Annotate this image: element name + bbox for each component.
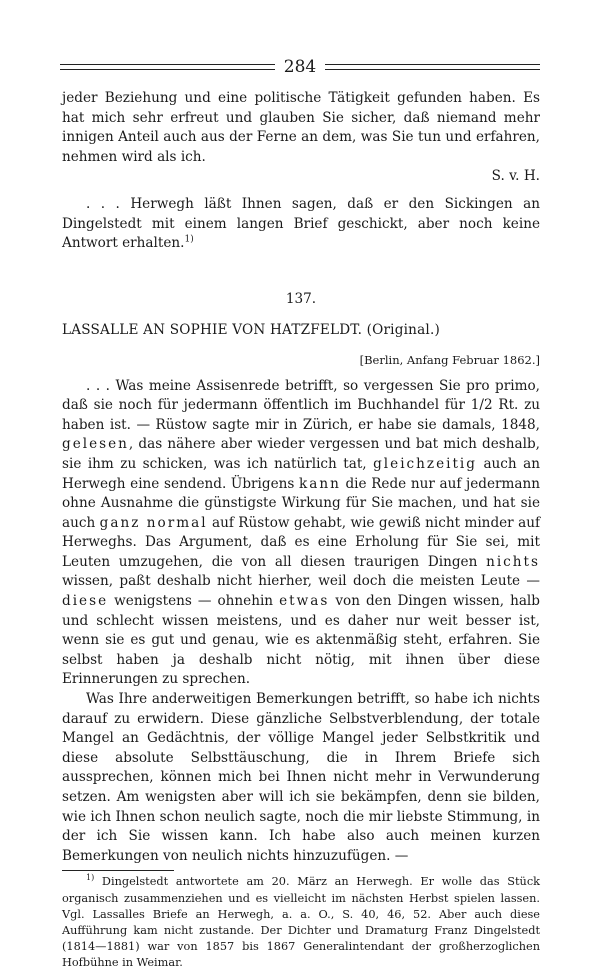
- text-segment: die Rede nur auf jedermann ohne Ausnahme die günstigste Wirkung für Sie machen, und hat sie auch: [62, 475, 540, 531]
- footnote-rule: [62, 870, 174, 871]
- emphasis: gelesen: [62, 436, 129, 453]
- text-segment: . . . Was meine Assisenrede betrifft, so vergessen Sie pro primo, daß sie noch für jedermann öffentlich im Buchhandel für: [62, 377, 540, 414]
- footnote-marker: 1): [86, 873, 95, 883]
- emphasis: gleichzeitig: [373, 455, 477, 472]
- emphasis: kann: [299, 475, 341, 492]
- emphasis: ganz normal: [99, 514, 208, 531]
- paragraph-herwegh-text: . . . Herwegh läßt Ihnen sagen, daß er den Sickingen an Dingelstedt mit einem langen Brief geschickt, aber noch keine Antwort erhalten.: [62, 195, 540, 252]
- footnote-ref: 1): [184, 234, 194, 245]
- letter-date: [Berlin, Anfang Februar 1862.]: [359, 352, 540, 367]
- emphasis: etwas: [279, 593, 330, 610]
- header-rule-right: [325, 64, 540, 70]
- paragraph-herwegh: [62, 195, 540, 254]
- page-header: [60, 55, 540, 79]
- emphasis: diese: [62, 593, 109, 610]
- letter-number: 137.: [285, 290, 317, 307]
- text-segment: wenigstens — ohnehin: [108, 593, 280, 610]
- letter-title: LASSALLE AN SOPHIE VON HATZFELDT. (Original.): [62, 322, 440, 339]
- paragraph-bemerkungen: [62, 690, 540, 866]
- paragraph-assisenrede: [62, 377, 540, 691]
- header-rule-left: [60, 64, 275, 70]
- text-segment: Rt. zu haben ist. — Rüstow sagte mir in Zürich, er habe sie damals, 1848,: [62, 397, 540, 433]
- text-segment: auf Rüstow gehabt, wie gewiß nicht minder auf Herweghs. Das Argument, daß es eine Erholung für Sie sei, mit Leuten umzugehen, die von all diesen traurigen Dingen: [62, 514, 540, 570]
- main-text: [62, 89, 540, 972]
- paragraph-bemerkungen-text: Was Ihre anderweitigen Bemerkungen betrifft, so habe ich nichts darauf zu erwidern. Diese gänzliche Selbstverblendung, der totale Mangel an Gedächtnis, der völlige Mangel jeder Selbstkritik und diese absolute Selbsttäuschung, die in Ihrem Briefe sich aussprechen, können mich bei Ihnen nicht mehr in Verwunderung setzen. Am wenigsten aber will ich sie bekämpfen, denn sie bilden, wie ich Ihnen schon neulich sagte, noch die mir liebste Stimmung, in der ich Sie wissen kann. Ich habe also auch meinen kurzen Bemerkungen von neulich nichts hinzuzufügen. —: [62, 691, 540, 864]
- signature: S. v. H.: [491, 168, 540, 185]
- text-segment: auch an Herwegh eine sendend. Übrigens: [62, 455, 541, 492]
- text-segment: , das nähere aber wieder vergessen und bat mich deshalb, sie ihm zu schicken, was ich natürlich tat,: [62, 436, 540, 472]
- text-segment: von den Dingen wissen, halb und schlecht wissen meistens, und es daher nur weit besser ist, wenn sie es gut und genau, wie es aktenmäßig steht, erfahren. Sie selbst haben ja deshalb nicht nötig, mit ihnen über diese Erinnerungen zu sprechen.: [62, 593, 540, 688]
- page-number: 284: [283, 56, 317, 77]
- paragraph-closing: [62, 89, 540, 187]
- footnote: [62, 874, 540, 971]
- footnote-text: Dingelstedt antwortete am 20. März an Herwegh. Er wolle das Stück organisch zusammenziehen und es vielleicht im nächsten Herbst spielen lassen. Vgl. Lassalles Briefe an Herwegh, a. a. O., S. 40, 46, 52. Aber auch diese Aufführung kam nicht zustande. Der Dichter und Dramaturg Franz Dingelstedt (1814—1881) war von 1857 bis 1867 Generalintendant der großherzoglichen Hofbühne in Weimar.: [62, 875, 540, 970]
- paragraph-closing-text: jeder Beziehung und eine politische Tätigkeit gefunden haben. Es hat mich sehr erfreut und glauben Sie sicher, daß niemand mehr innigen Anteil auch aus der Ferne an dem, was Sie tun und erfahren, nehmen wird als ich.: [62, 90, 540, 165]
- text-segment: wissen, paßt deshalb nicht hierher, weil doch die meisten Leute —: [62, 573, 540, 590]
- emphasis: nichts: [486, 553, 540, 570]
- fraction: 1/2: [470, 397, 493, 414]
